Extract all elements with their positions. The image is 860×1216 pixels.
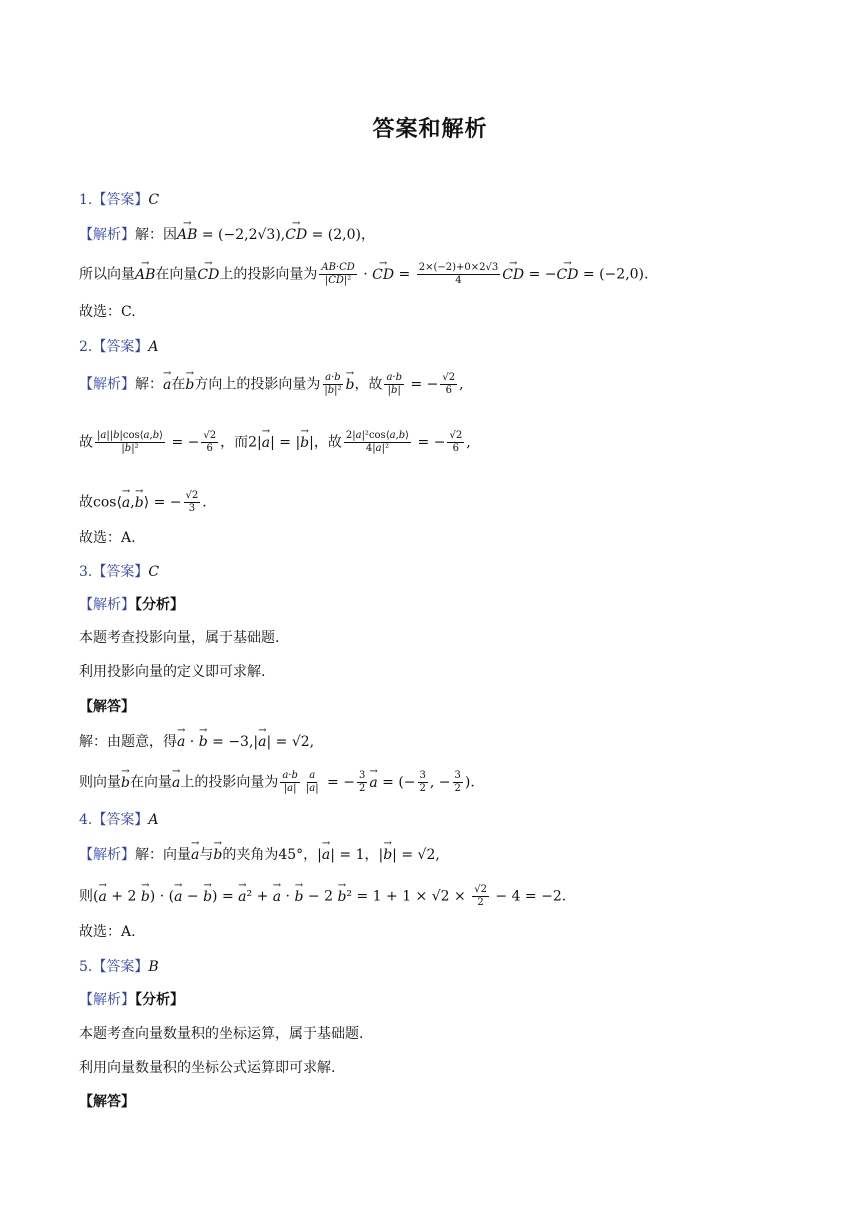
- q2-text: 方向上的投影向量为: [194, 376, 321, 393]
- q4-text: 的夹角为45°，|: [222, 847, 322, 863]
- q2-fraction-6: $\frac{\text{2|a|²cos⟨a,b⟩}}{\text{4|a|²}}$: [345, 430, 410, 454]
- vec-a: → a: [191, 845, 199, 865]
- q2-text: | = |: [270, 434, 301, 451]
- q2-text: 故cos⟨: [79, 494, 122, 511]
- q3-text: 在向量: [129, 774, 172, 791]
- q2-text: = −: [167, 434, 200, 451]
- vec-b: → b: [337, 887, 346, 907]
- q3-text: , −: [429, 774, 451, 791]
- vec-b: → b: [300, 433, 309, 453]
- vec-b: → b: [203, 887, 212, 907]
- q3-fraction-4: $\frac{3}{2}$: [419, 770, 426, 794]
- q3-solution-line1: 解：由题意，得→ a · → b = −3,|→ a| = √2,: [79, 732, 314, 752]
- q3-solution-tag: 【解答】: [79, 699, 135, 715]
- vec-b: → b: [135, 493, 144, 513]
- q2-fraction-1: $\frac{a\cdot b}{\text{|b|²}}$: [324, 372, 342, 396]
- vec-a: → a: [122, 493, 130, 513]
- q2-fraction-3: $\frac{√2}{6}$: [442, 372, 456, 396]
- q1-analysis-tag: 【解析】: [79, 227, 135, 243]
- q3-answer-line: [79, 562, 159, 582]
- q1-fraction-2: $\frac{2\times(-2)+0\times 2√3}{4}$: [418, 262, 499, 286]
- q2-analysis-line1: 【解析】解：→ a在→ b方向上的投影向量为 $\frac{a\cdot b}{\text{|b|²}}$ → b，故 $\frac{a\cdot b}{|b|}$ = − $\frac{√2}{6}$ ,: [79, 372, 464, 397]
- vec-b: → b: [346, 375, 355, 395]
- q4-text: 解：向量: [135, 847, 191, 863]
- vec-a: → a: [238, 887, 246, 907]
- q2-text: ，故: [354, 376, 383, 393]
- q3-text: 则向量: [79, 774, 121, 791]
- vec-a: → a: [172, 773, 180, 793]
- q2-answer-line: [79, 337, 158, 357]
- q2-text: ，而2|: [220, 434, 262, 451]
- vec-a: → a: [177, 732, 185, 752]
- vec-b: → b: [199, 732, 208, 752]
- q3-analysis-tag: 【解析】: [79, 597, 135, 613]
- vec-a: → a: [98, 887, 106, 907]
- q2-text: = −: [413, 434, 446, 451]
- q2-analysis-line2: 故 $\frac{|a||b|\cos⟨a,b⟩}{\text{|b|²}}$ = − $\frac{√2}{6}$ ，而2|→ a| = |→ b|，故 $\frac{\text{2|a|²cos⟨a,b⟩}}{\text{4|a|²}}$ = − $\frac{√2}{6}$ ,: [79, 430, 471, 455]
- q1-analysis-line2: 所以向量→ AB在向量→ CD上的投影向量为 $\frac{AB\cdot CD}{\text{|CD|²}}$ · → CD = $\frac{2\times(-2)+0\times 2√3}{4}$ → CD = −→ CD = (−2,0).: [79, 262, 648, 287]
- page-title: 答案和解析: [372, 117, 488, 142]
- q2-fraction-2: $\frac{a\cdot b}{|b|}$: [386, 372, 403, 396]
- q5-solution-tag: 【解答】: [79, 1094, 135, 1110]
- q3-solution-line2: [79, 770, 475, 795]
- q1-text: 解：因: [135, 227, 177, 243]
- vec-a: → a: [322, 845, 330, 865]
- q3-text: 上的投影向量为: [180, 774, 279, 791]
- q3-fraction-5: $\frac{3}{2}$: [454, 770, 461, 794]
- vec-b: → b: [185, 375, 194, 395]
- q4-result: − 4 = −2.: [490, 888, 567, 905]
- q2-analysis-tag: 【解析】: [79, 376, 135, 393]
- q2-text: = −: [406, 376, 439, 393]
- q1-conclusion: 故选：C.: [79, 304, 136, 320]
- q1-text: 上的投影向量为: [219, 266, 318, 283]
- q5-analysis-sub: 【分析】: [135, 992, 184, 1008]
- q2-answer: A: [148, 339, 159, 355]
- q4-text: | = √2,: [392, 847, 440, 863]
- q2-fraction-5: $\frac{√2}{6}$: [203, 430, 217, 454]
- q1-analysis-line1: [79, 225, 375, 245]
- q3-text: = −3,|: [207, 734, 259, 750]
- q2-fraction-8: $\frac{√2}{3}$: [185, 490, 199, 514]
- q1-cd-value: = (2,0)，: [307, 227, 375, 243]
- q3-text1: 本题考查投影向量，属于基础题.: [79, 630, 280, 646]
- vec-b: → b: [121, 773, 130, 793]
- q2-text: |，故: [309, 434, 342, 451]
- q1-result: = (−2,0).: [578, 266, 649, 283]
- q1-answer-line: [79, 190, 159, 210]
- q1-ab-value: = (−2,2√3),: [197, 227, 286, 243]
- q5-analysis-line: [79, 990, 184, 1010]
- vec-ab: → AB: [177, 225, 197, 245]
- q4-text: 与: [199, 847, 214, 863]
- q3-text: | = √2,: [266, 734, 315, 750]
- vec-cd: → CD: [557, 265, 579, 285]
- q2-text: 解：: [135, 376, 163, 393]
- vec-b: → b: [141, 887, 150, 907]
- q3-fraction-1: $\frac{a\cdot b}{|a|}$: [282, 770, 298, 794]
- q1-text: 在向量: [155, 266, 198, 283]
- q2-text: = −: [149, 494, 182, 511]
- vec-a: → a: [262, 433, 270, 453]
- q5-text1: 本题考查向量数量积的坐标运算，属于基础题.: [79, 1026, 364, 1042]
- q3-text: 解：由题意，得: [79, 734, 177, 750]
- vec-cd: → CD: [285, 225, 307, 245]
- q5-analysis-tag: 【解析】: [79, 992, 135, 1008]
- q1-fraction-1: $\frac{AB\cdot CD}{\text{|CD|²}}$: [321, 262, 355, 286]
- q4-answer-line: [79, 810, 158, 830]
- q4-analysis-line2: 则(→ a + 2 → b) · (→ a − → b) = → a² + → a · → b − 2 → b² = 1 + 1 × √2 × $\frac{√2}{2}$ − 4 = −2.: [79, 884, 566, 909]
- q3-text: ).: [464, 774, 475, 791]
- vec-cd: → CD: [372, 265, 394, 285]
- vec-a: → a: [174, 887, 182, 907]
- q3-text: = (−: [377, 774, 416, 791]
- q3-text2: 利用投影向量的定义即可求解.: [79, 664, 266, 680]
- q3-text: = −: [322, 774, 355, 791]
- q1-answer: C: [148, 192, 160, 208]
- q3-answer-tag: 3.【答案】: [79, 564, 149, 580]
- q2-conclusion: 故选：A.: [79, 530, 136, 546]
- q1-text: 所以向量: [79, 266, 135, 283]
- vec-b: → b: [383, 845, 392, 865]
- q2-fraction-4: $\frac{|a||b|\cos⟨a,b⟩}{\text{|b|²}}$: [97, 430, 163, 454]
- q3-analysis-sub: 【分析】: [135, 597, 184, 613]
- q5-text2: 利用向量数量积的坐标公式运算即可求解.: [79, 1060, 336, 1076]
- q4-answer: A: [148, 812, 159, 828]
- q4-fraction-1: $\frac{√2}{2}$: [474, 884, 487, 908]
- vec-cd: → CD: [197, 265, 219, 285]
- q5-answer-tag: 5.【答案】: [79, 959, 149, 975]
- q2-text: 在: [171, 376, 186, 393]
- q4-analysis-tag: 【解析】: [79, 847, 135, 863]
- q2-analysis-line3: 故cos⟨→ a,→ b⟩ = − $\frac{√2}{3}$ .: [79, 490, 207, 515]
- vec-b: → b: [213, 845, 222, 865]
- q3-fraction-2: $\frac{a}{|a|}$: [305, 770, 319, 794]
- q3-fraction-3: $\frac{3}{2}$: [358, 770, 366, 794]
- vec-ab: → AB: [135, 265, 155, 285]
- q1-answer-tag: 1.【答案】: [79, 192, 149, 208]
- q4-answer-tag: 4.【答案】: [79, 812, 149, 828]
- q2-text: 故: [79, 434, 93, 451]
- q2-answer-tag: 2.【答案】: [79, 339, 149, 355]
- vec-a: → a: [163, 375, 171, 395]
- q5-answer-line: [79, 957, 159, 977]
- q4-analysis-line1: [79, 845, 440, 865]
- vec-a: → a: [369, 773, 377, 793]
- vec-a: → a: [258, 732, 266, 752]
- q1-text: = −: [528, 266, 557, 283]
- vec-a: → a: [273, 887, 281, 907]
- q5-answer: B: [148, 959, 159, 975]
- q2-fraction-7: $\frac{√2}{6}$: [449, 430, 463, 454]
- vec-cd: → CD: [502, 265, 524, 285]
- q4-conclusion: 故选：A.: [79, 924, 136, 940]
- q3-answer: C: [148, 564, 160, 580]
- q4-text: = 1 + 1 × √2 ×: [352, 888, 471, 905]
- q3-analysis-line: [79, 595, 184, 615]
- vec-b: → b: [294, 887, 303, 907]
- q4-text: | = 1，|: [330, 847, 384, 863]
